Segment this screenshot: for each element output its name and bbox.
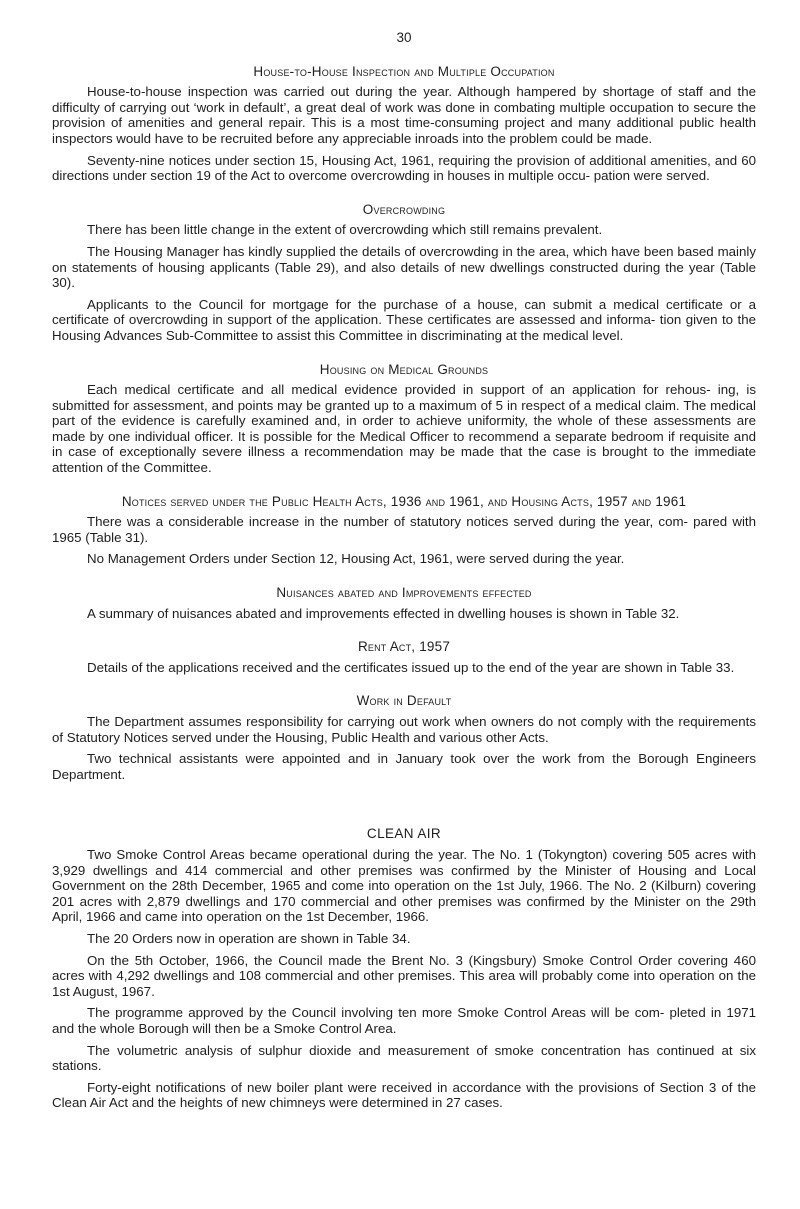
paragraph: Applicants to the Council for mortgage for the purchase of a house, can submit a medical certificate or a certificate of overcrowding in support of the application. These certificates are assessed and informa- tion given to the Housing Advances Sub-Committee to assist this Committee in discriminating at the medical level.: [52, 296, 756, 343]
section-heading: Notices served under the Public Health Acts, 1936 and 1961, and Housing Acts, 1957 and 1961: [121, 493, 687, 509]
paragraph: The volumetric analysis of sulphur dioxide and measurement of smoke concentration has continued at six stations.: [52, 1042, 756, 1074]
section-work-in-default: [52, 693, 756, 782]
section-housing-medical-grounds: [52, 362, 756, 476]
paragraph: No Management Orders under Section 12, Housing Act, 1961, were served during the year.: [87, 551, 625, 567]
paragraph: The Housing Manager has kindly supplied the details of overcrowding in the area, which have been based mainly on statements of housing applicants (Table 29), and also details of new dwellings constructed during the year (Table 30).: [52, 243, 756, 291]
paragraph: The 20 Orders now in operation are shown in Table 34.: [87, 930, 411, 946]
section-heading: House-to-House Inspection and Multiple Occupation: [253, 63, 555, 79]
paragraph: The programme approved by the Council involving ten more Smoke Control Areas will be com- pleted in 1971 and the whole Borough will then be a Smoke Control Area.: [52, 1005, 756, 1036]
paragraph: Forty-eight notifications of new boiler plant were received in accordance with the provisions of Section 3 of the Clean Air Act and the heights of new chimneys were determined in 27 cases.: [52, 1079, 756, 1111]
section-heading: Overcrowding: [362, 201, 446, 217]
section-nuisances-abated: [52, 585, 756, 621]
paragraph: Each medical certificate and all medical evidence provided in support of an application for rehous- ing, is submitted for assessment, and points may be granted up to a maximum of 5 in respect of a medical claim. The medical part of the evidence is carefully examined and, in order to achieve uniformity, the whole of these assessments are made by one individual officer. It is possible for the Medical Officer to recommend a separate bedroom if requisite and in case of exceptionally severe illness a recommendation may be made that the case is brought to the immediate attention of the Committee.: [52, 382, 756, 476]
paragraph: Two technical assistants were appointed and in January took over the work from the Borough Engineers Department.: [52, 751, 756, 782]
section-house-to-house-inspection: [52, 64, 756, 184]
section-rent-act: [52, 639, 756, 675]
section-heading: CLEAN AIR: [366, 826, 442, 842]
paragraph: House-to-house inspection was carried out during the year. Although hampered by shortage of staff and the difficulty of carrying out ‘work in default’, a great deal of work was done in combating multiple occupation to secure the provision of amenities and general repair. This is a most time-consuming project and many additional public health inspectors would have to be recruited before any appreciable inroads into the problem could be made.: [52, 84, 756, 146]
paragraph: The Department assumes responsibility for carrying out work when owners do not comply with the requirements of Statutory Notices served under the Housing, Public Health and various other Acts.: [52, 714, 756, 745]
section-notices-served: [52, 494, 756, 567]
paragraph: A summary of nuisances abated and improvements effected in dwelling houses is shown in Table 32.: [87, 605, 680, 621]
section-heading: Rent Act, 1957: [357, 639, 451, 655]
paragraph: On the 5th October, 1966, the Council made the Brent No. 3 (Kingsbury) Smoke Control Order covering 460 acres with 4,292 dwellings and 108 commercial and other premises. This area will probably come into operation on the 1st August, 1967.: [52, 952, 756, 999]
page-number: 30: [396, 30, 412, 45]
section-heading: Housing on Medical Grounds: [319, 361, 489, 377]
section-clean-air: [52, 826, 756, 1111]
section-heading: Work in Default: [356, 693, 452, 709]
paragraph: There has been little change in the extent of overcrowding which still remains prevalent.: [87, 222, 603, 238]
section-overcrowding: [52, 202, 756, 344]
paragraph: Two Smoke Control Areas became operational during the year. The No. 1 (Tokyngton) covering 505 acres with 3,929 dwellings and 414 commercial and other premises was confirmed by the Minister of Housing and Local Government on the 28th December, 1965 and come into operation on the 1st July, 1966. The No. 2 (Kilburn) covering 201 acres with 2,879 dwellings and 170 commercial and other premises was confirmed by the Minister on the 29th April, 1966 and came into operation on the 1st December, 1966.: [52, 846, 756, 925]
section-heading: Nuisances abated and Improvements effected: [276, 585, 532, 601]
paragraph: Details of the applications received and the certificates issued up to the end of the year are shown in Table 33.: [87, 659, 735, 675]
paragraph: There was a considerable increase in the number of statutory notices served during the year, com- pared with 1965 (Table 31).: [52, 514, 756, 545]
paragraph: Seventy-nine notices under section 15, Housing Act, 1961, requiring the provision of additional amenities, and 60 directions under section 19 of the Act to overcome overcrowding in houses in multiple occu- pation were served.: [52, 152, 756, 184]
